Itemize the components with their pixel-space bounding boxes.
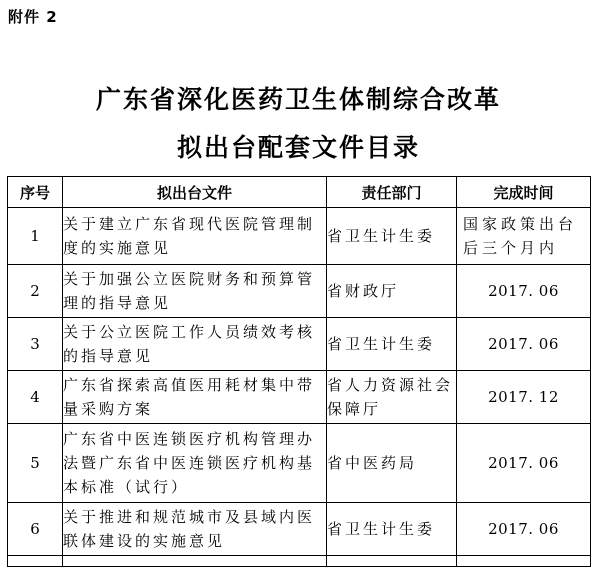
document-name: 关于推进和规范城市及县域内医联体建设的实施意见 (63, 503, 327, 556)
empty-cell (457, 556, 591, 567)
table-row (8, 318, 591, 371)
table-header-row (8, 177, 591, 208)
column-header-number: 序号 (8, 177, 63, 208)
document-title-line-1: 广东省深化医药卫生体制综合改革 (95, 85, 501, 114)
responsible-department: 省卫生计生委 (327, 503, 457, 556)
completion-time: 2017. 12 (457, 371, 591, 424)
table-row-partial (8, 556, 591, 567)
completion-time: 2017. 06 (457, 318, 591, 371)
document-name: 关于加强公立医院财务和预算管理的指导意见 (63, 265, 327, 318)
responsible-department: 省卫生计生委 (327, 318, 457, 371)
empty-cell (327, 556, 457, 567)
document-name: 广东省探索高值医用耗材集中带量采购方案 (63, 371, 327, 424)
column-header-deadline: 完成时间 (457, 177, 591, 208)
responsible-department: 省财政厅 (327, 265, 457, 318)
row-number: 6 (8, 503, 63, 556)
table-row (8, 208, 591, 265)
completion-time: 国家政策出台后三个月内 (457, 208, 591, 265)
completion-time: 2017. 06 (457, 265, 591, 318)
attachment-label: 附件 2 (8, 8, 58, 26)
table-row (8, 503, 591, 556)
row-number: 2 (8, 265, 63, 318)
table-row (8, 424, 591, 503)
completion-time: 2017. 06 (457, 503, 591, 556)
responsible-department: 省卫生计生委 (327, 208, 457, 265)
document-name: 关于公立医院工作人员绩效考核的指导意见 (63, 318, 327, 371)
empty-cell (8, 556, 63, 567)
row-number: 1 (8, 208, 63, 265)
responsible-department: 省中医药局 (327, 424, 457, 503)
row-number: 3 (8, 318, 63, 371)
empty-cell (63, 556, 327, 567)
column-header-department: 责任部门 (327, 177, 457, 208)
document-name: 关于建立广东省现代医院管理制度的实施意见 (63, 208, 327, 265)
document-title-line-2: 拟出台配套文件目录 (176, 133, 420, 162)
column-header-document: 拟出台文件 (63, 177, 327, 208)
completion-time: 2017. 06 (457, 424, 591, 503)
row-number: 4 (8, 371, 63, 424)
responsible-department: 省人力资源社会保障厅 (327, 371, 457, 424)
table-row (8, 265, 591, 318)
table-row (8, 371, 591, 424)
row-number: 5 (8, 424, 63, 503)
document-name: 广东省中医连锁医疗机构管理办法暨广东省中医连锁医疗机构基本标准（试行） (63, 424, 327, 503)
document-catalog-table (7, 176, 591, 567)
